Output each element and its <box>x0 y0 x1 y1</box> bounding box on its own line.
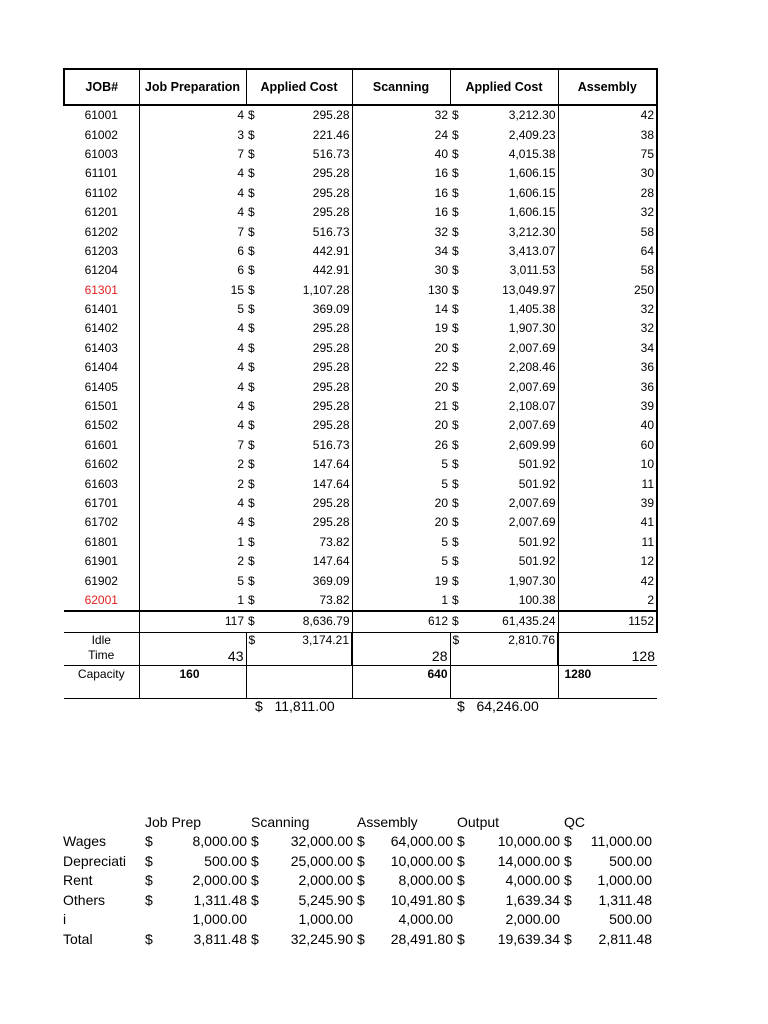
total-assembly-hours[interactable]: 1152 <box>558 611 657 632</box>
table-row <box>64 261 657 280</box>
idle-time-row <box>64 632 657 665</box>
prep-cost-cell[interactable]: $ 295.28 <box>246 319 352 338</box>
assembly-hours-cell[interactable]: 28 <box>558 184 657 203</box>
scan-hours-cell[interactable]: 20 <box>434 496 448 510</box>
scan-hours-cell[interactable]: 32 <box>434 108 448 123</box>
scan-cost-cell[interactable]: $ 1,606.15 <box>450 203 558 222</box>
scan-cost-cell[interactable]: $ 2,208.46 <box>450 358 558 377</box>
scan-cost-cell[interactable]: $ 100.38 <box>450 591 558 611</box>
budget-row-label[interactable]: Total <box>63 930 93 947</box>
prep-cost-cell[interactable]: $ 147.64 <box>246 552 352 571</box>
table-row <box>64 203 657 222</box>
scan-cost-cell[interactable]: $ 1,606.15 <box>450 164 558 183</box>
capacity-prep-cost[interactable] <box>246 665 352 698</box>
prep-cost-cell[interactable]: $ 295.28 <box>246 203 352 222</box>
assembly-hours-cell[interactable]: 39 <box>558 397 657 416</box>
scan-cost-cell[interactable]: $ 3,413.07 <box>450 242 558 261</box>
job-cost-table <box>63 68 658 699</box>
prep-cost-cell[interactable]: $ 516.73 <box>246 436 352 455</box>
table-row <box>64 397 657 416</box>
budget-col-qc[interactable]: QC <box>564 813 585 830</box>
job-number-cell[interactable]: 61201 <box>64 203 139 222</box>
budget-amount-cell[interactable]: $ 4,000.00 <box>457 872 560 889</box>
prep-cost-cell[interactable]: $ 295.28 <box>246 377 352 396</box>
budget-amount-cell[interactable]: $ 500.00 <box>564 852 652 869</box>
job-number-cell[interactable]: 61702 <box>64 513 139 532</box>
budget-col-scanning[interactable]: Scanning <box>251 813 310 830</box>
idle-scan-hours[interactable]: 28 <box>352 632 450 665</box>
scan-cost-sum[interactable]: $ 64,246.00 <box>457 698 539 714</box>
assembly-hours-cell[interactable]: 2 <box>558 591 657 611</box>
header-scanning[interactable]: Scanning <box>352 69 450 105</box>
budget-amount-cell[interactable]: $ 2,000.00 <box>145 872 247 889</box>
scan-hours-cell[interactable]: 16 <box>434 166 448 181</box>
scan-hours-cell[interactable]: 16 <box>434 185 448 200</box>
prep-cost-cell[interactable]: $ 295.28 <box>246 397 352 416</box>
prep-hours-cell[interactable]: 2 <box>237 554 244 569</box>
scan-hours-cell[interactable]: 19 <box>434 321 448 336</box>
table-row <box>64 533 657 552</box>
prep-cost-cell[interactable]: $ 369.09 <box>246 571 352 590</box>
scan-cost-cell[interactable]: $ 501.92 <box>450 474 558 493</box>
capacity-label[interactable]: Capacity <box>64 665 139 698</box>
capacity-row <box>64 665 657 698</box>
scan-cost-cell[interactable]: $ 501.92 <box>450 533 558 552</box>
totals-label-cell[interactable] <box>64 611 139 632</box>
budget-row <box>63 832 656 852</box>
scan-hours-cell[interactable]: 5 <box>441 534 448 549</box>
scan-cost-cell[interactable]: $ 13,049.97 <box>450 281 558 300</box>
table-row <box>64 222 657 241</box>
scan-cost-cell[interactable]: $ 1,907.30 <box>450 571 558 590</box>
scan-hours-cell[interactable]: 26 <box>434 437 448 452</box>
job-number-cell[interactable]: 61002 <box>64 125 139 144</box>
budget-amount-cell[interactable]: 4,000.00 <box>398 911 453 928</box>
assembly-hours-cell[interactable]: 32 <box>558 319 657 338</box>
budget-amount-cell[interactable]: $ 32,245.90 <box>251 930 353 947</box>
prep-hours-cell[interactable]: 4 <box>237 108 244 123</box>
budget-row <box>63 910 656 930</box>
prep-hours-cell[interactable]: 7 <box>237 146 244 161</box>
job-number-cell[interactable]: 61202 <box>64 222 139 241</box>
budget-amount-cell[interactable]: $ 5,245.90 <box>251 891 353 908</box>
budget-amount-cell[interactable]: $ 10,000.00 <box>457 833 560 850</box>
header-row <box>64 69 657 105</box>
job-number-cell[interactable]: 61204 <box>64 261 139 280</box>
prep-hours-cell[interactable]: 4 <box>237 185 244 200</box>
table-row <box>64 145 657 164</box>
scan-hours-cell[interactable]: 40 <box>434 146 448 161</box>
scan-cost-cell[interactable]: $ 1,405.38 <box>450 300 558 319</box>
job-number-cell[interactable]: 61203 <box>64 242 139 261</box>
prep-cost-cell[interactable]: $ 442.91 <box>246 242 352 261</box>
scan-hours-cell[interactable]: 5 <box>441 457 448 472</box>
scan-cost-cell[interactable]: $ 3,212.30 <box>450 105 558 125</box>
budget-amount-cell[interactable]: $ 1,311.48 <box>564 891 652 908</box>
assembly-hours-cell[interactable]: 40 <box>558 416 657 435</box>
budget-amount-cell[interactable]: $ 2,811.48 <box>564 930 652 947</box>
assembly-hours-cell[interactable]: 12 <box>558 552 657 571</box>
scan-hours-cell[interactable]: 5 <box>441 554 448 569</box>
budget-row <box>63 871 656 891</box>
assembly-hours-cell[interactable]: 38 <box>558 125 657 144</box>
assembly-hours-cell[interactable]: 36 <box>558 377 657 396</box>
table-row <box>64 591 657 611</box>
budget-amount-cell[interactable]: $ 28,491.80 <box>357 930 453 947</box>
budget-col-assembly[interactable]: Assembly <box>357 813 418 830</box>
scan-cost-cell[interactable]: $ 1,907.30 <box>450 319 558 338</box>
budget-amount-cell[interactable]: 500.00 <box>609 911 652 928</box>
prep-cost-sum[interactable]: $ 11,811.00 <box>255 698 335 714</box>
budget-row <box>63 890 656 910</box>
budget-amount-cell[interactable]: 1,000.00 <box>192 911 247 928</box>
prep-cost-cell[interactable]: $ 369.09 <box>246 300 352 319</box>
assembly-hours-cell[interactable]: 58 <box>558 222 657 241</box>
prep-hours-cell[interactable]: 4 <box>237 321 244 336</box>
table-row <box>64 281 657 300</box>
prep-cost-cell[interactable]: $ 73.82 <box>246 533 352 552</box>
job-number-cell[interactable]: 62001 <box>64 591 139 611</box>
scan-hours-cell[interactable]: 1 <box>441 592 448 607</box>
prep-hours-cell[interactable]: 6 <box>237 263 244 278</box>
assembly-hours-cell[interactable]: 32 <box>558 300 657 319</box>
budget-row-label[interactable]: Wages <box>63 833 107 850</box>
prep-cost-cell[interactable]: $ 147.64 <box>246 455 352 474</box>
prep-cost-cell[interactable]: $ 1,107.28 <box>246 281 352 300</box>
scan-hours-cell[interactable]: 130 <box>427 282 448 297</box>
budget-amount-cell[interactable]: $ 14,000.00 <box>457 852 560 869</box>
budget-header-blank[interactable] <box>63 812 145 832</box>
scan-cost-cell[interactable]: $ 501.92 <box>450 552 558 571</box>
assembly-hours-cell[interactable]: 32 <box>558 203 657 222</box>
scan-hours-cell[interactable]: 20 <box>434 515 448 530</box>
job-number-cell[interactable]: 61101 <box>64 164 139 183</box>
idle-assembly-hours[interactable]: 128 <box>558 632 657 665</box>
assembly-hours-cell[interactable]: 75 <box>558 145 657 164</box>
budget-amount-cell[interactable]: $ 32,000.00 <box>251 833 353 850</box>
table-row <box>64 571 657 590</box>
scan-cost-cell[interactable]: $ 3,212.30 <box>450 222 558 241</box>
assembly-hours-cell[interactable]: 60 <box>558 436 657 455</box>
job-number-cell[interactable]: 61405 <box>64 377 139 396</box>
prep-hours-cell[interactable]: 5 <box>237 302 244 317</box>
budget-row-label[interactable]: Depreciati <box>63 852 127 869</box>
budget-amount-cell[interactable]: $ 1,639.34 <box>457 891 560 908</box>
budget-amount-cell[interactable]: $ 19,639.34 <box>457 930 560 947</box>
job-number-cell[interactable]: 61403 <box>64 339 139 358</box>
prep-cost-cell[interactable]: $ 73.82 <box>246 591 352 611</box>
budget-amount-cell[interactable]: $ 64,000.00 <box>357 833 453 850</box>
total-scan-cost[interactable]: $ 61,435.24 <box>450 611 558 632</box>
header-job[interactable]: JOB# <box>64 69 139 105</box>
scan-hours-cell[interactable]: 16 <box>434 205 448 220</box>
budget-amount-cell[interactable]: $ 25,000.00 <box>251 852 353 869</box>
prep-hours-cell[interactable]: 1 <box>237 534 244 549</box>
assembly-hours-cell[interactable]: 36 <box>558 358 657 377</box>
header-job-preparation[interactable]: Job Preparation <box>139 69 246 105</box>
prep-hours-cell[interactable]: 4 <box>237 379 244 394</box>
prep-hours-cell[interactable]: 2 <box>237 476 244 491</box>
prep-hours-cell[interactable]: 15 <box>230 282 244 297</box>
table-row <box>64 377 657 396</box>
prep-cost-cell[interactable]: $ 516.73 <box>246 222 352 241</box>
budget-amount-cell[interactable]: $ 1,311.48 <box>145 891 247 908</box>
budget-amount-cell[interactable]: $ 1,000.00 <box>564 872 652 889</box>
scan-hours-cell[interactable]: 19 <box>434 573 448 588</box>
prep-cost-cell[interactable]: $ 295.28 <box>246 184 352 203</box>
budget-amount-cell[interactable]: $ 3,811.48 <box>145 930 247 947</box>
assembly-hours-cell[interactable]: 30 <box>558 164 657 183</box>
prep-hours-cell[interactable]: 2 <box>237 457 244 472</box>
scan-cost-cell[interactable]: $ 4,015.38 <box>450 145 558 164</box>
job-number-cell[interactable]: 61901 <box>64 552 139 571</box>
scan-cost-cell[interactable]: $ 501.92 <box>450 455 558 474</box>
header-assembly[interactable]: Assembly <box>558 69 657 105</box>
prep-cost-cell[interactable]: $ 295.28 <box>246 513 352 532</box>
budget-row-label[interactable]: Others <box>63 891 106 908</box>
scan-hours-cell[interactable]: 30 <box>434 263 448 278</box>
table-row <box>64 300 657 319</box>
budget-amount-cell[interactable]: $ 10,000.00 <box>357 852 453 869</box>
job-number-cell[interactable]: 61402 <box>64 319 139 338</box>
total-prep-hours[interactable]: 117 <box>139 611 246 632</box>
assembly-hours-cell[interactable]: 41 <box>558 513 657 532</box>
table-row <box>64 494 657 513</box>
table-row <box>64 164 657 183</box>
budget-amount-cell[interactable]: $ 10,491.80 <box>357 891 453 908</box>
prep-hours-cell[interactable]: 4 <box>237 418 244 433</box>
scan-cost-cell[interactable]: $ 2,409.23 <box>450 125 558 144</box>
prep-cost-cell[interactable]: $ 516.73 <box>246 145 352 164</box>
job-number-cell[interactable]: 61301 <box>64 281 139 300</box>
assembly-hours-cell[interactable]: 58 <box>558 261 657 280</box>
scan-cost-cell[interactable]: $ 3,011.53 <box>450 261 558 280</box>
header-applied-cost-prep[interactable]: Applied Cost <box>246 69 352 105</box>
job-number-cell[interactable]: 61601 <box>64 436 139 455</box>
budget-row-label[interactable]: Rent <box>63 872 93 889</box>
assembly-hours-cell[interactable]: 10 <box>558 455 657 474</box>
table-row <box>64 105 657 125</box>
job-number-cell[interactable]: 61001 <box>64 105 139 125</box>
table-row <box>64 125 657 144</box>
scan-cost-cell[interactable]: $ 2,609.99 <box>450 436 558 455</box>
scan-hours-cell[interactable]: 21 <box>434 399 448 414</box>
table-row <box>64 436 657 455</box>
table-row <box>64 455 657 474</box>
assembly-hours-cell[interactable]: 34 <box>558 339 657 358</box>
job-number-cell[interactable]: 61102 <box>64 184 139 203</box>
assembly-hours-cell[interactable]: 42 <box>558 571 657 590</box>
scan-hours-cell[interactable]: 14 <box>434 302 448 317</box>
prep-hours-cell[interactable]: 4 <box>237 340 244 355</box>
job-number-cell[interactable]: 61404 <box>64 358 139 377</box>
total-prep-cost[interactable]: $ 8,636.79 <box>246 611 352 632</box>
prep-cost-cell[interactable]: $ 221.46 <box>246 125 352 144</box>
totals-row <box>64 611 657 632</box>
scan-cost-cell[interactable]: $ 2,007.69 <box>450 416 558 435</box>
table-row <box>64 513 657 532</box>
prep-cost-cell[interactable]: $ 295.28 <box>246 164 352 183</box>
scan-cost-cell[interactable]: $ 2,007.69 <box>450 339 558 358</box>
job-number-cell[interactable]: 61501 <box>64 397 139 416</box>
table-row <box>64 358 657 377</box>
prep-cost-cell[interactable]: $ 147.64 <box>246 474 352 493</box>
job-number-cell[interactable]: 61401 <box>64 300 139 319</box>
table-row <box>64 319 657 338</box>
scan-hours-cell[interactable]: 34 <box>434 243 448 258</box>
scan-hours-cell[interactable]: 20 <box>434 340 448 355</box>
scan-cost-cell[interactable]: $ 2,007.69 <box>450 513 558 532</box>
prep-cost-cell[interactable]: $ 295.28 <box>246 416 352 435</box>
prep-hours-cell[interactable]: 7 <box>237 224 244 239</box>
prep-hours-cell[interactable]: 4 <box>237 360 244 375</box>
table-row <box>64 416 657 435</box>
capacity-scan-cost[interactable] <box>450 665 558 698</box>
prep-hours-cell[interactable]: 7 <box>237 437 244 452</box>
total-scan-hours[interactable]: 612 <box>352 611 450 632</box>
job-number-cell[interactable]: 61502 <box>64 416 139 435</box>
capacity-assembly[interactable]: 1280 <box>558 665 657 698</box>
prep-cost-cell[interactable]: $ 442.91 <box>246 261 352 280</box>
idle-prep-cost[interactable]: $ 3,174.21 <box>246 632 352 665</box>
prep-cost-cell[interactable]: $ 295.28 <box>246 339 352 358</box>
assembly-hours-cell[interactable]: 64 <box>558 242 657 261</box>
job-number-cell[interactable]: 61902 <box>64 571 139 590</box>
prep-hours-cell[interactable]: 3 <box>237 127 244 142</box>
scan-hours-cell[interactable]: 32 <box>434 224 448 239</box>
scan-cost-cell[interactable]: $ 2,108.07 <box>450 397 558 416</box>
budget-amount-cell[interactable]: $ 2,000.00 <box>251 872 353 889</box>
prep-hours-cell[interactable]: 4 <box>237 166 244 181</box>
scan-hours-cell[interactable]: 22 <box>434 360 448 375</box>
table-row <box>64 474 657 493</box>
header-applied-cost-scan[interactable]: Applied Cost <box>450 69 558 105</box>
budget-amount-cell[interactable]: $ 11,000.00 <box>564 833 652 850</box>
prep-hours-cell[interactable]: 4 <box>237 496 244 510</box>
prep-cost-cell[interactable]: $ 295.28 <box>246 105 352 125</box>
assembly-hours-cell[interactable]: 11 <box>558 533 657 552</box>
budget-row <box>63 929 656 949</box>
idle-scan-cost[interactable]: $ 2,810.76 <box>450 632 558 665</box>
idle-time-label[interactable]: Idle Time <box>64 632 139 665</box>
assembly-hours-cell[interactable]: 11 <box>558 474 657 493</box>
prep-hours-cell[interactable]: 5 <box>237 573 244 588</box>
budget-col-output[interactable]: Output <box>457 813 500 830</box>
prep-hours-cell[interactable]: 4 <box>237 515 244 530</box>
prep-hours-cell[interactable]: 4 <box>237 399 244 414</box>
budget-header-row <box>63 812 656 832</box>
table-row <box>64 552 657 571</box>
prep-hours-cell[interactable]: 1 <box>237 592 244 607</box>
assembly-hours-cell[interactable]: 250 <box>558 281 657 300</box>
scan-cost-cell[interactable]: $ 1,606.15 <box>450 184 558 203</box>
scan-hours-cell[interactable]: 24 <box>434 127 448 142</box>
scan-hours-cell[interactable]: 20 <box>434 418 448 433</box>
capacity-prep[interactable]: 160 <box>139 665 246 698</box>
scan-hours-cell[interactable]: 5 <box>441 476 448 491</box>
table-row <box>64 184 657 203</box>
budget-amount-cell[interactable]: $ 8,000.00 <box>145 833 247 850</box>
scan-cost-cell[interactable]: $ 2,007.69 <box>450 377 558 396</box>
table-row <box>64 339 657 358</box>
table-row <box>64 242 657 261</box>
prep-cost-cell[interactable]: $ 295.28 <box>246 358 352 377</box>
budget-amount-cell[interactable]: $ 8,000.00 <box>357 872 453 889</box>
budget-row <box>63 851 656 871</box>
assembly-hours-cell[interactable]: 42 <box>558 105 657 125</box>
job-number-cell[interactable]: 61701 <box>64 494 139 513</box>
budget-row-label[interactable]: i <box>63 911 67 928</box>
idle-prep-hours[interactable]: 43 <box>139 632 246 665</box>
budget-amount-cell[interactable]: 2,000.00 <box>505 911 560 928</box>
department-budget-table <box>63 812 656 949</box>
scan-cost-cell[interactable]: $ 2,007.69 <box>450 494 558 513</box>
prep-hours-cell[interactable]: 6 <box>237 243 244 258</box>
scan-hours-cell[interactable]: 20 <box>434 379 448 394</box>
budget-col-job-prep[interactable]: Job Prep <box>145 813 202 830</box>
job-number-cell[interactable]: 61602 <box>64 455 139 474</box>
assembly-hours-cell[interactable]: 39 <box>558 494 657 513</box>
budget-amount-cell[interactable]: $ 500.00 <box>145 852 247 869</box>
job-number-cell[interactable]: 61801 <box>64 533 139 552</box>
capacity-scan[interactable]: 640 <box>352 665 450 698</box>
prep-hours-cell[interactable]: 4 <box>237 205 244 220</box>
job-number-cell[interactable]: 61603 <box>64 474 139 493</box>
budget-amount-cell[interactable]: 1,000.00 <box>298 911 353 928</box>
prep-cost-cell[interactable]: $ 295.28 <box>246 494 352 513</box>
job-number-cell[interactable]: 61003 <box>64 145 139 164</box>
